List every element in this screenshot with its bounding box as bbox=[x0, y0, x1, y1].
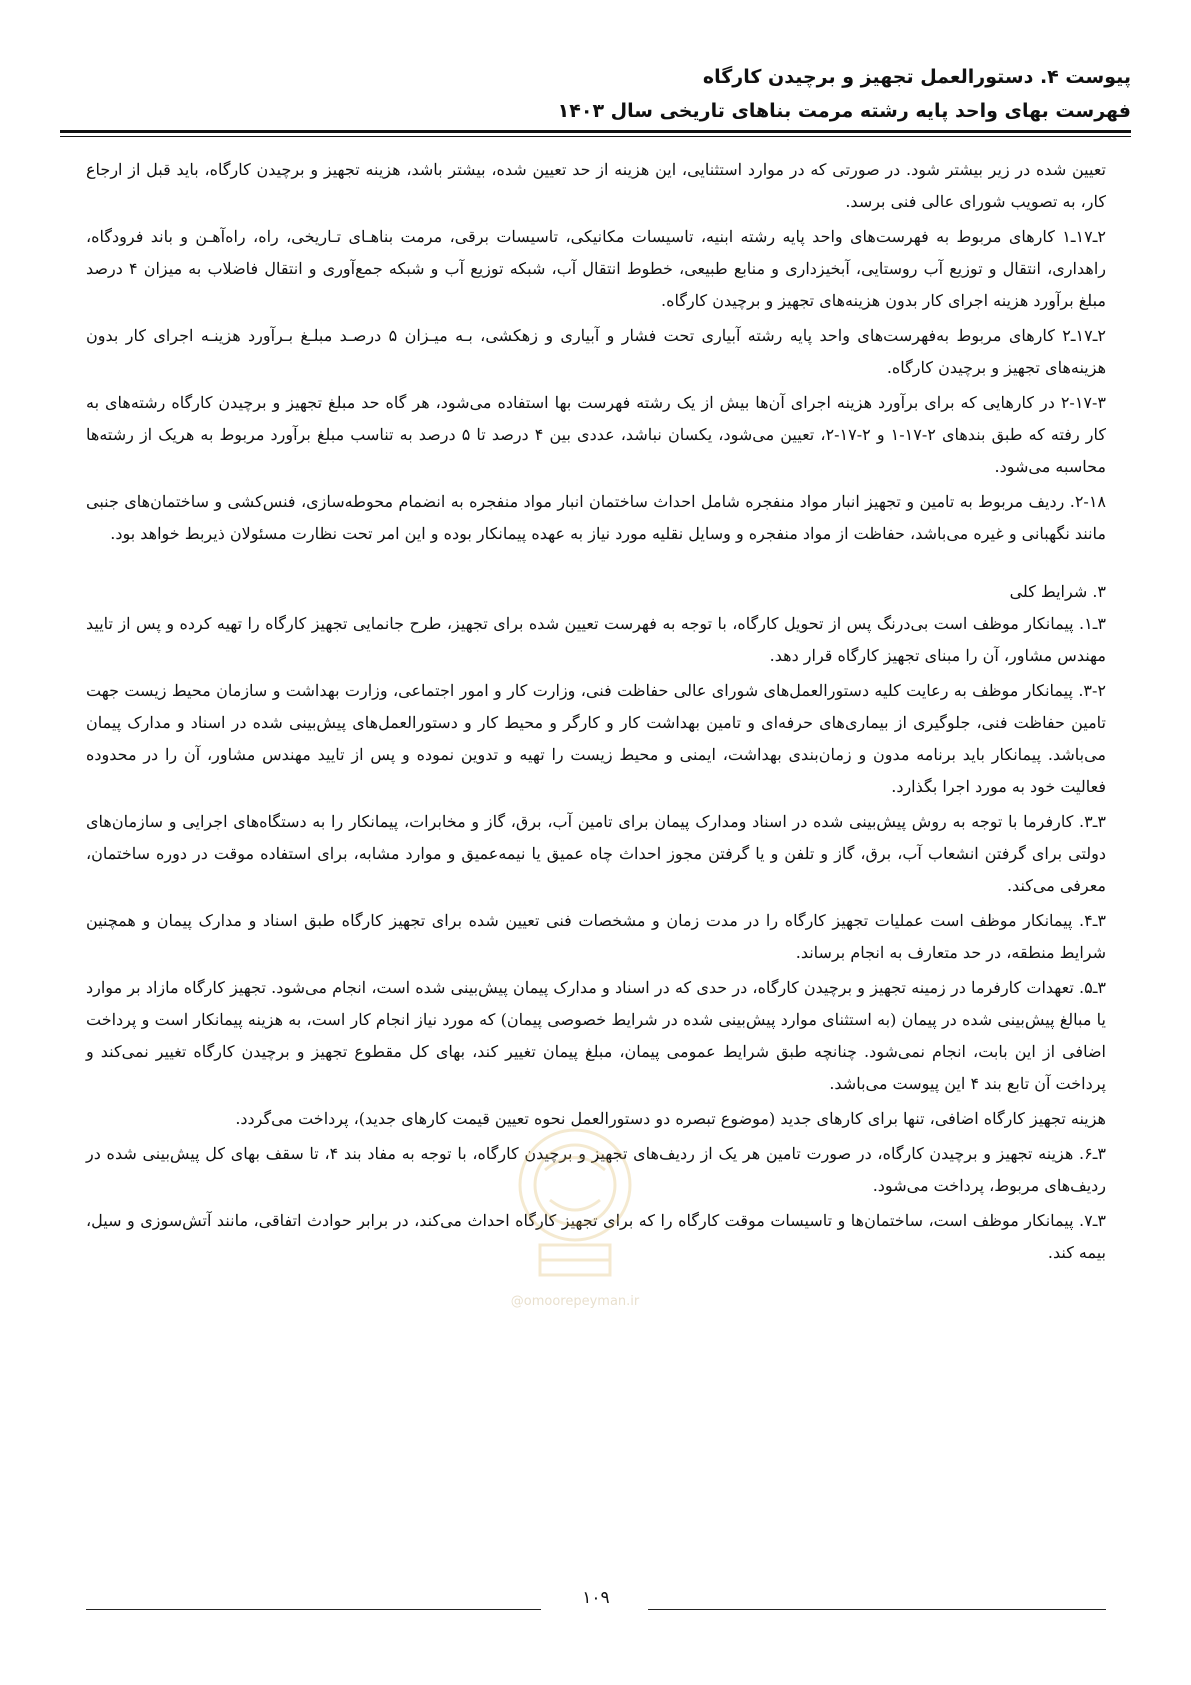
paragraph: تعیین شده در زیر بیشتر شود. در صورتی که در موارد استثنایی، این هزینه از حد تعیین شده، بیشتر باشد، هزینه تجهیز و برچیدن کارگاه، باید قبل از ارجاع کار، به تصویب شورای عالی فنی برسد. bbox=[86, 160, 1106, 211]
paragraph: ۲-۱۸. ردیف مربوط به تامین و تجهیز انبار مواد منفجره شامل احداث ساختمان انبار مواد منفجره به انضمام محوطه‌سازی، فنس‌کشی و ساختمان‌های جنبی مانند نگهبانی و غیره می‌باشد، حفاظت از مواد منفجره و وسایل نقلیه مورد نیاز به عهده پیمانکار بوده و این امر تحت نظارت مسئولان ذیربط خواهد بود. bbox=[86, 492, 1106, 543]
header-subtitle: فهرست بهای واحد پایه رشته مرمت بناهای تاریخی سال ۱۴۰۳ bbox=[557, 100, 1131, 122]
footer-rule-left bbox=[86, 1609, 541, 1610]
list-item: ۳-۲. پیمانکار موظف به رعایت کلیه دستورالعمل‌های شورای عالی حفاظت فنی، وزارت کار و امور اجتماعی، وزارت بهداشت و سازمان محیط زیست جهت تامین حفاظت فنی، جلوگیری از بیماری‌های حرفه‌ای و تامین بهداشت کار و کارگر و محیط کار و دستورالعمل‌های پیش‌بینی شده در اسناد و مدارک پیمان می‌باشد. پیمانکار باید برنامه مدون و زمان‌بندی بهداشت، ایمنی و محیط زیست را تهیه و تدوین نموده و پس از تایید مهندس مشاور، آن را در محدوده فعالیت خود به مورد اجرا بگذارد. bbox=[86, 681, 1106, 796]
list-item: ۳ـ۴. پیمانکار موظف است عملیات تجهیز کارگاه را در مدت زمان و مشخصات فنی تعیین شده برای تجهیز کارگاه طبق اسناد و مدارک پیمان و همچنین شرایط منطقه، در حد متعارف به انجام برساند. bbox=[86, 911, 1106, 962]
list-item: ۳ـ۶. هزینه تجهیز و برچیدن کارگاه، در صورت تامین هر یک از ردیف‌های تجهیز و برچیدن کارگاه، با توجه به مفاد بند ۴، تا سقف بهای کل پیش‌بینی شده در ردیف‌های مربوط، پرداخت می‌شود. bbox=[86, 1144, 1106, 1195]
page-header bbox=[60, 60, 1131, 128]
header-rule-thick bbox=[60, 130, 1131, 133]
header-title: پیوست ۴. دستورالعمل تجهیز و برچیدن کارگاه bbox=[702, 66, 1131, 88]
paragraph: ۲ـ۱۷ـ۱ کارهای مربوط به فهرست‌های واحد پایه رشته ابنیه، تاسیسات مکانیکی، تاسیسات برقی، مرمت بناهـای تـاریخی، راه، راه‌آهـن و باند فرودگاه، راهداری، انتقال و توزیع آب روستایی، آبخیزداری و منابع طبیعی، خطوط انتقال آب، شبکه توزیع آب و شبکه جمع‌آوری و انتقال فاضلاب به میزان ۴ درصد مبلغ برآورد هزینه اجرای کار بدون هزینه‌های تجهیز و برچیدن کارگاه. bbox=[86, 227, 1106, 310]
list-item: ۳ـ۷. پیمانکار موظف است، ساختمان‌ها و تاسیسات موقت کارگاه را که برای تجهیز کارگاه احداث می‌کند، در برابر حوادث اتفاقی، مانند آتش‌سوزی و سیل، بیمه کند. bbox=[86, 1211, 1106, 1262]
header-rule-thin bbox=[60, 136, 1131, 137]
list-item: ۳ـ۳. کارفرما با توجه به روش پیش‌بینی شده در اسناد ومدارک پیمان برای تامین آب، برق، گاز و مخابرات، پیمانکار را به دستگاه‌های اجرایی و سازمان‌های دولتی برای گرفتن انشعاب آب، برق، گاز و تلفن و یا گرفتن مجوز احداث چاه عمیق یا نیمه‌عمیق و موارد مشابه، برای استفاده موقت در دوره ساختمان، معرفی می‌کند. bbox=[86, 812, 1106, 895]
list-item: ۳ـ۵. تعهدات کارفرما در زمینه تجهیز و برچیدن کارگاه، در حدی که در اسناد و مدارک پیمان پیش‌بینی شده است، انجام می‌شود. تجهیز کارگاه مازاد بر موارد یا مبالغ پیش‌بینی شده در پیمان (به استثنای موارد پیش‌بینی شده در شرایط خصوصی پیمان) که مورد نیاز انجام کار است، به هزینه پیمانکار است و پرداخت اضافی از این بابت، انجام نمی‌شود. چنانچه طبق شرایط عمومی پیمان، مبلغ پیمان تغییر کند، بهای کل مقطوع تجهیز و برچیدن کارگاه تغییر نمی‌کند و پرداخت آن تابع بند ۴ این پیوست می‌باشد. bbox=[86, 978, 1107, 1093]
page-number: ۱۰۹ bbox=[582, 1588, 610, 1608]
paragraph: ۲-۱۷-۳ در کارهایی که برای برآورد هزینه اجرای آن‌ها بیش از یک رشته فهرست بها استفاده می‌شود، هر گاه حد مبلغ تجهیز و برچیدن کارگاه رشته‌های به کار رفته که طبق بندهای ۲-۱۷-۱ و ۲-۱۷-۲، تعیین می‌شود، یکسان نباشد، عددی بین ۴ درصد تا ۵ درصد به تناسب مبلغ برآورد مربوط به هریک از رشته‌ها محاسبه می‌شود. bbox=[86, 393, 1107, 476]
list-item: ۳ـ۱. پیمانکار موظف است بی‌درنگ پس از تحویل کارگاه، با توجه به فهرست تعیین شده برای تجهیز، طرح جانمایی تجهیز کارگاه را تهیه کرده و پس از تایید مهندس مشاور، آن را مبنای تجهیز کارگاه قرار دهد. bbox=[86, 614, 1106, 665]
paragraph: ۲ـ۱۷ـ۲ کارهای مربوط به‌فهرست‌های واحد پایه رشته آبیاری تحت فشار و آبیاری و زهکشی، بـه میـزان ۵ درصـد مبلـغ بـرآورد هزینـه اجرای کار بدون هزینه‌های تجهیز و برچیدن کارگاه. bbox=[86, 326, 1106, 377]
document-body bbox=[86, 154, 1106, 1272]
list-item: هزینه تجهیز کارگاه اضافی، تنها برای کارهای جدید (موضوع تبصره دو دستورالعمل نحوه تعیین قیمت کارهای جدید)، پرداخت می‌گردد. bbox=[235, 1109, 1106, 1128]
footer-rule-right bbox=[648, 1609, 1106, 1610]
watermark-text: @omoorepeyman.ir bbox=[510, 1294, 640, 1309]
section-title: ۳. شرایط کلی bbox=[1009, 582, 1106, 601]
